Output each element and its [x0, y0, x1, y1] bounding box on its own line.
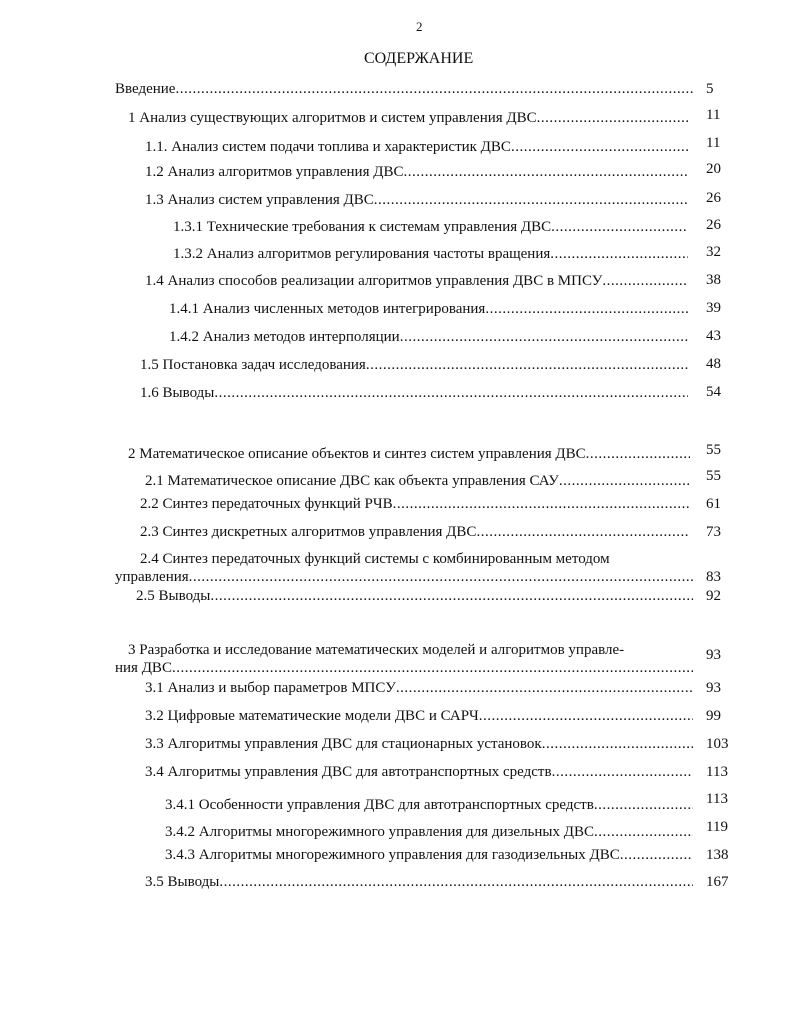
toc-page-number: 11	[706, 107, 721, 123]
page-number: 2	[416, 19, 423, 34]
toc-page-number: 99	[706, 708, 721, 724]
toc-entry-3-2[interactable]: 3.2 Цифровые математические модели ДВС и САРЧ .....	[145, 706, 693, 726]
toc-entry-2-2[interactable]: 2.2 Синтез передаточных функций РЧВ .....	[140, 494, 690, 514]
toc-entry-1-3-1[interactable]: 1.3.1 Технические требования к системам управления ДВС .....	[173, 217, 688, 237]
toc-entry-3-4-3[interactable]: 3.4.3 Алгоритмы многорежимного управления для газодизельных ДВС .....	[165, 845, 693, 865]
toc-page-number: 5	[706, 81, 714, 97]
toc-page-number: 11	[706, 135, 721, 151]
toc-page-number: 167	[706, 874, 729, 890]
toc-entry-chapter-2[interactable]: 2 Математическое описание объектов и синтез систем управления ДВС .....	[128, 444, 690, 464]
toc-page-number: 32	[706, 244, 721, 260]
toc-page-number: 138	[706, 847, 729, 863]
toc-page-number: 55	[706, 468, 721, 484]
toc-page-number: 26	[706, 217, 721, 233]
toc-page-number: 119	[706, 819, 728, 835]
toc-entry-3-1[interactable]: 3.1 Анализ и выбор параметров МПСУ .....	[145, 678, 693, 698]
toc-page-number: 55	[706, 442, 721, 458]
toc-entry-1-4[interactable]: 1.4 Анализ способов реализации алгоритмов управления ДВС в МПСУ .....	[145, 271, 688, 291]
toc-entry-1-3[interactable]: 1.3 Анализ систем управления ДВС .....	[145, 190, 688, 210]
toc-page-number: 73	[706, 524, 721, 540]
toc-entry-intro[interactable]: Введение .....	[115, 79, 693, 99]
toc-page-number: 113	[706, 764, 728, 780]
toc-entry-2-4-first-line[interactable]: 2.4 Синтез передаточных функций системы с комбинированным методом	[140, 551, 610, 567]
toc-entry-chapter-3-first-line[interactable]: 3 Разработка и исследование математических моделей и алгоритмов управле-	[128, 642, 625, 658]
toc-page-number: 38	[706, 272, 721, 288]
toc-entry-3-3[interactable]: 3.3 Алгоритмы управления ДВС для стационарных установок .....	[145, 734, 693, 754]
toc-entry-3-5[interactable]: 3.5 Выводы .....	[145, 872, 693, 892]
toc-page-number: 92	[706, 588, 721, 604]
toc-entry-1-2[interactable]: 1.2 Анализ алгоритмов управления ДВС .....	[145, 162, 688, 182]
toc-page-number: 43	[706, 328, 721, 344]
toc-entry-1-3-2[interactable]: 1.3.2 Анализ алгоритмов регулирования частоты вращения .....	[173, 244, 688, 264]
toc-page-number: 103	[706, 736, 729, 752]
toc-page-number: 54	[706, 384, 721, 400]
toc-entry-chapter-1[interactable]: 1 Анализ существующих алгоритмов и систем управления ДВС .....	[128, 108, 688, 128]
toc-page-number: 26	[706, 190, 721, 206]
toc-page-number: 20	[706, 161, 721, 177]
toc-entry-1-6[interactable]: 1.6 Выводы .....	[140, 383, 688, 403]
toc-page-number: 93	[706, 647, 721, 663]
toc-entry-3-4-2[interactable]: 3.4.2 Алгоритмы многорежимного управления для дизельных ДВС .....	[165, 822, 693, 842]
toc-entry-chapter-3[interactable]: ния ДВС .....	[115, 658, 693, 678]
toc-entry-2-3[interactable]: 2.3 Синтез дискретных алгоритмов управления ДВС .....	[140, 522, 690, 542]
toc-entry-1-4-1[interactable]: 1.4.1 Анализ численных методов интегрирования .....	[169, 299, 688, 319]
toc-page-number: 39	[706, 300, 721, 316]
toc-title: СОДЕРЖАНИЕ	[364, 50, 474, 67]
toc-entry-1-5[interactable]: 1.5 Постановка задач исследования .....	[140, 355, 688, 375]
toc-entry-2-4[interactable]: управления .....	[115, 567, 693, 587]
toc-entry-3-4-1[interactable]: 3.4.1 Особенности управления ДВС для автотранспортных средств .....	[165, 795, 693, 815]
toc-entry-1-1[interactable]: 1.1. Анализ систем подачи топлива и характеристик ДВС .....	[145, 137, 688, 157]
toc-entry-1-4-2[interactable]: 1.4.2 Анализ методов интерполяции .....	[169, 327, 688, 347]
toc-entry-3-4[interactable]: 3.4 Алгоритмы управления ДВС для автотранспортных средств .....	[145, 762, 693, 782]
toc-page-number: 48	[706, 356, 721, 372]
toc-entry-2-1[interactable]: 2.1 Математическое описание ДВС как объекта управления САУ .....	[145, 471, 690, 491]
toc-page-number: 83	[706, 569, 721, 585]
toc-page-number: 61	[706, 496, 721, 512]
toc-page-number: 93	[706, 680, 721, 696]
toc-page-number: 113	[706, 791, 728, 807]
toc-entry-2-5[interactable]: 2.5 Выводы .....	[136, 586, 693, 606]
